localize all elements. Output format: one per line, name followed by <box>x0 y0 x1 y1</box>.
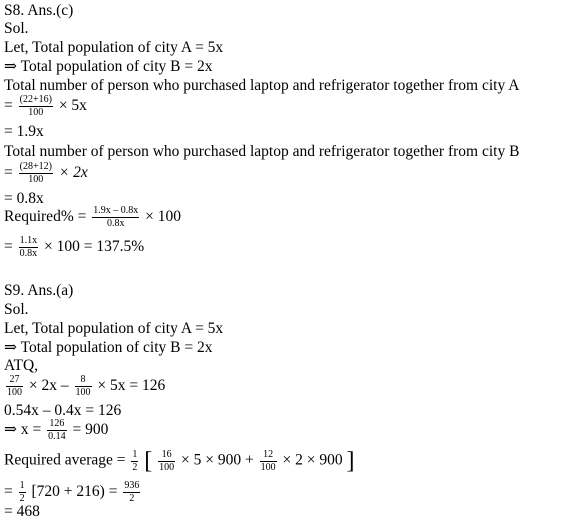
s9-eq4-numerator-1: 1 <box>19 480 25 491</box>
s8-eq2-denominator: 100 <box>28 174 44 185</box>
s9-eq3-fraction-2 <box>260 450 277 473</box>
s9-eq3-open-bracket: [ <box>144 448 153 474</box>
s9-eq1-fraction-2 <box>75 375 92 398</box>
s9-eq4-fraction-1 <box>19 481 26 504</box>
s9-eq2-prefix: ⇒ x = <box>4 421 42 439</box>
s8-eq3-prefix: Required% = <box>4 208 87 226</box>
s8-eq4-fraction <box>19 236 39 259</box>
s9-eq3-prefix: Required average = <box>4 451 126 469</box>
s8-eq4-prefix: = <box>4 238 13 256</box>
s9-eq2-denominator: 0.14 <box>48 431 66 442</box>
s9-eq3-fraction-1 <box>158 450 175 473</box>
s9-eq3-numerator-2: 12 <box>260 450 277 462</box>
s9-eq2-numerator: 126 <box>47 419 67 431</box>
s9-result: = 468 <box>4 503 40 520</box>
s9-eq4-numerator-2: 936 <box>124 480 140 491</box>
s8-eq4-suffix: × 100 = 137.5% <box>44 238 145 256</box>
s8-equation-3 <box>4 206 181 229</box>
s9-equation-3 <box>4 449 354 473</box>
s8-eq1-fraction <box>19 95 53 118</box>
s8-equation-1 <box>4 95 87 118</box>
s9-equation-4 <box>4 481 142 504</box>
s9-eq4-denominator-1: 2 <box>19 493 25 504</box>
s9-eq1-denominator-2: 100 <box>75 387 91 398</box>
s9-eq2-suffix: = 900 <box>72 421 109 439</box>
s9-eq4-prefix: = <box>4 483 13 501</box>
s9-line-simplify: 0.54x – 0.4x = 126 <box>4 402 122 419</box>
s8-sol-label: Sol. <box>4 20 29 37</box>
s8-equation-4 <box>4 236 144 259</box>
s9-eq4-fraction-2 <box>123 481 140 504</box>
s8-equation-2 <box>4 162 88 185</box>
s9-eq1-denominator-1: 100 <box>7 387 22 398</box>
s9-atq-label: ATQ, <box>4 357 39 374</box>
s9-eq4-denominator-2: 2 <box>129 493 135 504</box>
s9-eq3-close-bracket: ] <box>346 448 355 474</box>
s9-eq3-denominator-2: 100 <box>260 461 276 473</box>
s8-eq3-suffix: × 100 <box>145 208 181 226</box>
s9-eq2-fraction <box>47 419 67 442</box>
s9-eq3-outer-fraction <box>131 450 138 473</box>
s9-eq1-middle: × 2x – <box>28 377 69 395</box>
s8-line-city-b: ⇒ Total population of city B = 2x <box>4 58 213 75</box>
s8-eq2-fraction <box>19 162 53 185</box>
s8-line-city-a: Let, Total population of city A = 5x <box>4 39 224 56</box>
s9-eq1-fraction-1 <box>6 375 23 398</box>
s9-line-city-a: Let, Total population of city A = 5x <box>4 320 224 337</box>
s8-eq1-suffix: × 5x <box>58 97 87 115</box>
s8-eq2-numerator: (28+12) <box>19 161 52 172</box>
s8-eq4-denominator: 0.8x <box>19 248 38 259</box>
s9-eq3-middle-1: × 5 × 900 + <box>181 451 254 469</box>
s9-eq1-numerator-2: 8 <box>75 375 92 387</box>
s9-eq3-numerator-1: 16 <box>158 450 175 462</box>
s9-eq4-middle: [720 + 216) = <box>31 483 118 501</box>
s9-heading: S9. Ans.(a) <box>4 282 74 299</box>
s8-eq2-suffix: × 2x <box>58 164 88 182</box>
s8-eq3-fraction <box>92 206 139 229</box>
s8-eq1-numerator: (22+16) <box>19 94 52 105</box>
s8-line-total-a: Total number of person who purchased laptop and refrigerator together from city A <box>4 77 520 94</box>
s8-eq1-prefix: = <box>4 97 13 115</box>
s8-eq4-numerator: 1.1x <box>19 235 38 246</box>
s9-eq3-outer-numerator: 1 <box>132 448 138 460</box>
s9-equation-1 <box>4 375 165 398</box>
s8-eq3-denominator: 0.8x <box>106 218 125 229</box>
s8-eq3-numerator: 1.9x – 0.8x <box>93 205 139 216</box>
s8-line-total-b: Total number of person who purchased laptop and refrigerator together from city B <box>4 143 520 160</box>
s8-eq1-denominator: 100 <box>28 107 44 118</box>
s9-sol-label: Sol. <box>4 301 29 318</box>
s9-eq1-suffix: × 5x = 126 <box>97 377 166 395</box>
s8-heading: S8. Ans.(c) <box>4 2 74 19</box>
s8-result-1: = 1.9x <box>4 123 44 140</box>
s8-result-2: = 0.8x <box>4 190 44 207</box>
s9-eq3-denominator-1: 100 <box>159 461 175 473</box>
s9-equation-2 <box>4 419 108 442</box>
s8-eq2-prefix: = <box>4 164 13 182</box>
s9-eq3-outer-denominator: 2 <box>132 461 138 473</box>
s9-eq3-middle-2: × 2 × 900 <box>282 451 343 469</box>
s9-line-city-b: ⇒ Total population of city B = 2x <box>4 339 213 356</box>
s9-eq1-numerator-1: 27 <box>6 375 23 387</box>
